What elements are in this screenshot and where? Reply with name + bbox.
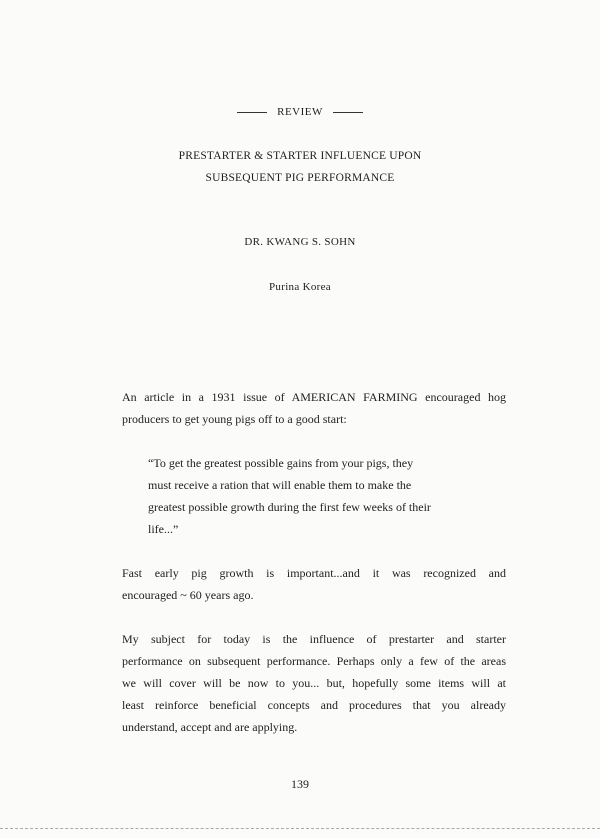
paragraph-3-line-2: performance on subsequent performance. Perhaps only a few of the areas <box>122 654 506 668</box>
paragraph-2-line-1: Fast early pig growth is important...and it was recognized and <box>122 566 506 580</box>
header-label: REVIEW <box>277 106 323 118</box>
header-rule-left <box>237 112 267 113</box>
paragraph-2-cont <box>122 584 506 606</box>
paragraph-3-line-5: understand, accept and are applying. <box>122 720 298 734</box>
paragraph-2 <box>122 562 506 584</box>
paragraph-1-cont <box>122 408 506 430</box>
block-quote <box>148 452 488 540</box>
quote-line-3: greatest possible growth during the first few weeks of their <box>148 500 431 514</box>
paragraph-3-line-1: My subject for today is the influence of prestarter and starter <box>122 632 506 646</box>
header-rule-right <box>333 112 363 113</box>
paragraph-3 <box>122 628 506 716</box>
paragraph-3-line-3: we will cover will be now to you... but, hopefully some items will at <box>122 676 506 690</box>
paragraph-3-cont <box>122 716 506 738</box>
quote-line-1: “To get the greatest possible gains from your pigs, they <box>148 456 414 470</box>
title-line-2: SUBSEQUENT PIG PERFORMANCE <box>205 172 395 184</box>
quote-line-2: must receive a ration that will enable them to make the <box>148 478 412 492</box>
section-header <box>0 106 600 118</box>
paragraph-1-line-1: An article in a 1931 issue of AMERICAN FARMING encouraged hog <box>122 390 506 404</box>
author-name: DR. KWANG S. SOHN <box>244 236 356 248</box>
author-affiliation: Purina Korea <box>269 281 331 293</box>
page-number: 139 <box>291 777 309 791</box>
paragraph-1-line-2: producers to get young pigs off to a good start: <box>122 412 347 426</box>
paragraph-2-line-2: encouraged ~ 60 years ago. <box>122 588 254 602</box>
paragraph-1 <box>122 386 506 408</box>
paragraph-3-line-4: least reinforce beneficial concepts and procedures that you already <box>122 698 506 712</box>
title-line-1: PRESTARTER & STARTER INFLUENCE UPON <box>178 150 422 162</box>
scan-edge-line <box>0 828 600 829</box>
quote-line-4: life...” <box>148 522 179 536</box>
